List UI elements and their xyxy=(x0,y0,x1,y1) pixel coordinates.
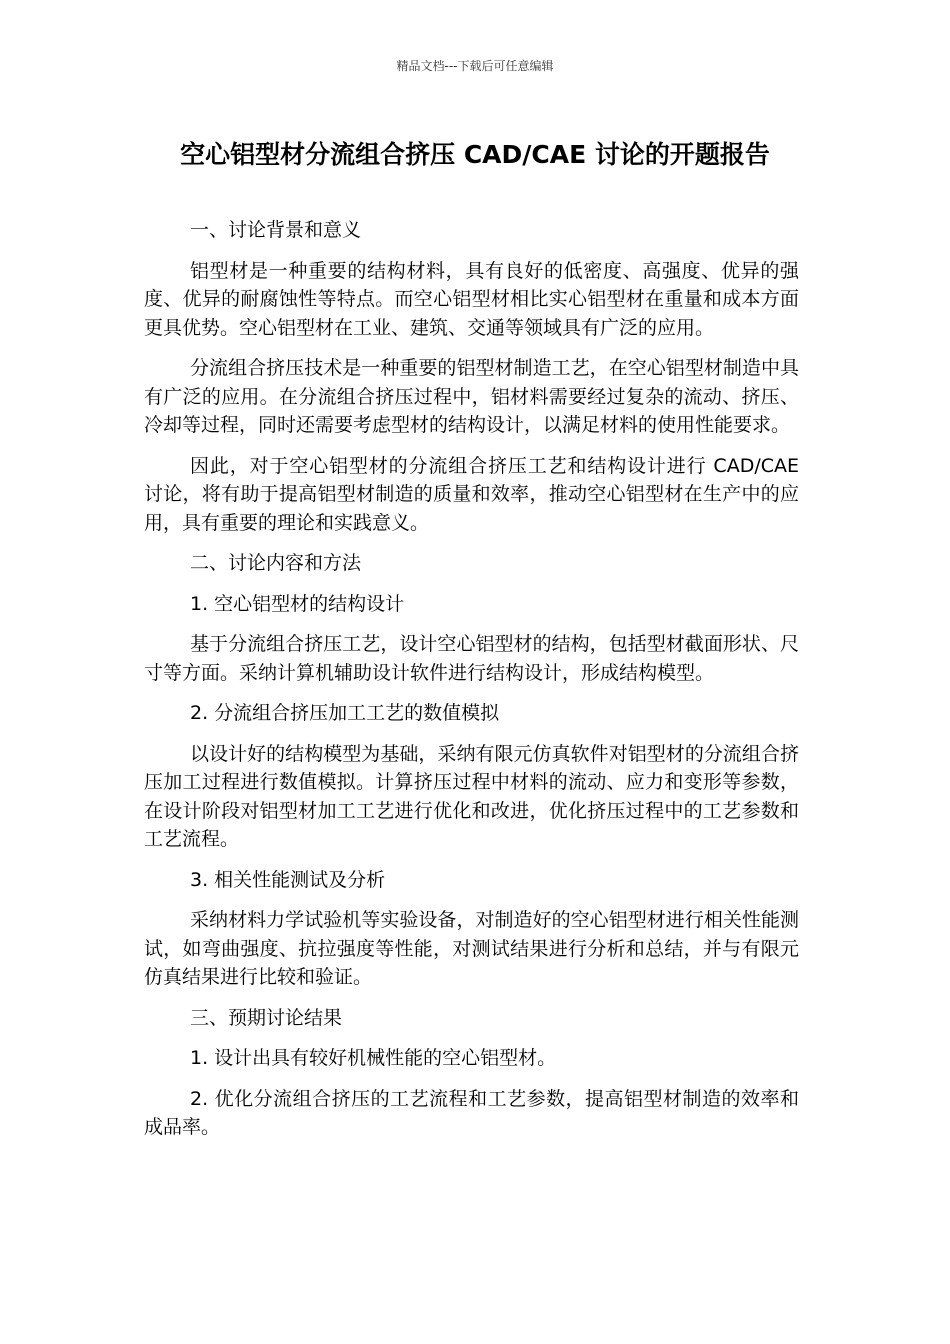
page-header-note: 精品文档---下载后可任意编辑 xyxy=(396,59,554,73)
subheading-structural-design: 1. 空心铝型材的结构设计 xyxy=(190,592,405,615)
expected-result-item-1: 1. 设计出具有较好机械性能的空心铝型材。 xyxy=(190,1047,557,1069)
document-body xyxy=(144,216,799,1154)
paragraph-performance-testing: 采纳材料力学试验机等实验设备，对制造好的空心铝型材进行相关性能测试，如弯曲强度、抗拉强度等性能，对测试结果进行分析和总结，并与有限元仿真结果进行比较和验证。 xyxy=(144,909,799,988)
paragraph-significance: 因此，对于空心铝型材的分流组合挤压工艺和结构设计进行 CAD/CAE 讨论，将有助于提高铝型材制造的质量和效率，推动空心铝型材在生产中的应用，具有重要的理论和实践意义。 xyxy=(144,454,799,534)
document-title: 空心铝型材分流组合挤压 CAD/CAE 讨论的开题报告 xyxy=(180,140,770,169)
paragraph-numerical-simulation: 以设计好的结构模型为基础，采纳有限元仿真软件对铝型材的分流组合挤压加工过程进行数值模拟。计算挤压过程中材料的流动、应力和变形等参数，在设计阶段对铝型材加工工艺进行优化和改进，优化挤压过程中的工艺参数和工艺流程。 xyxy=(144,742,799,850)
paragraph-structural-design: 基于分流组合挤压工艺，设计空心铝型材的结构，包括型材截面形状、尺寸等方面。采纳计算机辅助设计软件进行结构设计，形成结构模型。 xyxy=(144,633,799,684)
section-heading-content-methods: 二、讨论内容和方法 xyxy=(190,552,362,574)
paragraph-extrusion-technology: 分流组合挤压技术是一种重要的铝型材制造工艺，在空心铝型材制造中具有广泛的应用。在分流组合挤压过程中，铝材料需要经过复杂的流动、挤压、冷却等过程，同时还需要考虑型材的结构设计，以满足材料的使用性能要求。 xyxy=(144,357,799,436)
section-heading-expected-results: 三、预期讨论结果 xyxy=(190,1006,343,1029)
paragraph-aluminum-profile-intro: 铝型材是一种重要的结构材料，具有良好的低密度、高强度、优异的强度、优异的耐腐蚀性等特点。而空心铝型材相比实心铝型材在重量和成本方面更具优势。空心铝型材在工业、建筑、交通等领域具有广泛的应用。 xyxy=(144,259,799,339)
subheading-numerical-simulation: 2. 分流组合挤压加工工艺的数值模拟 xyxy=(190,702,500,724)
subheading-performance-testing: 3. 相关性能测试及分析 xyxy=(190,868,386,891)
expected-result-item-2: 2. 优化分流组合挤压的工艺流程和工艺参数，提高铝型材制造的效率和成品率。 xyxy=(144,1087,799,1138)
section-heading-background: 一、讨论背景和意义 xyxy=(190,219,362,241)
